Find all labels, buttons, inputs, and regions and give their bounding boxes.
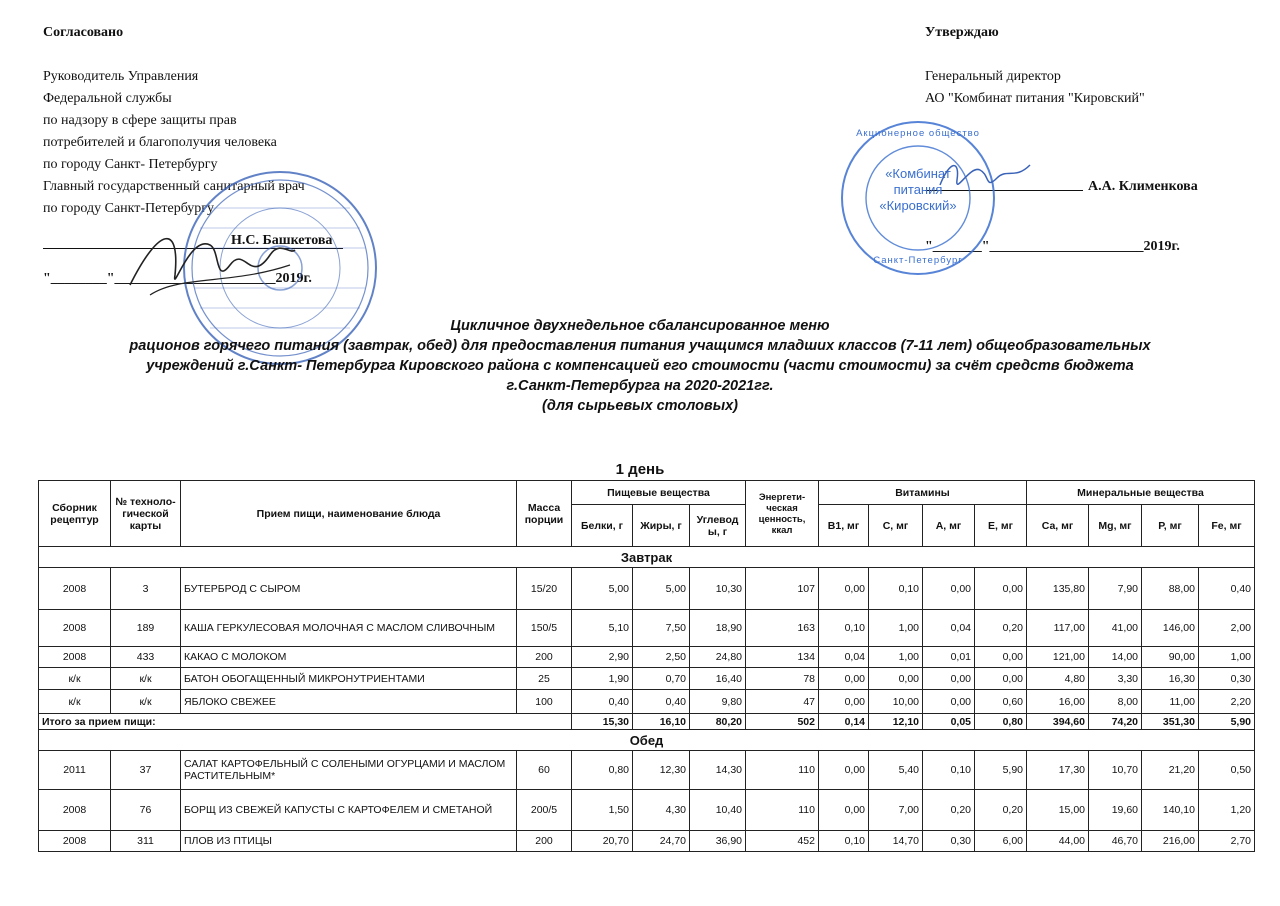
table-cell: 21,20 <box>1142 751 1199 790</box>
table-cell: 7,50 <box>633 610 690 647</box>
table-cell: 0,04 <box>923 610 975 647</box>
table-cell: 150/5 <box>517 610 572 647</box>
stamp-inner-line: «Кировский» <box>879 198 957 213</box>
stamp-outer-bottom: Санкт-Петербург <box>873 255 963 266</box>
table-cell: 0,10 <box>819 610 869 647</box>
table-row <box>39 610 1255 647</box>
stamp-inner-line: питания <box>893 182 943 197</box>
day-title: 1 день <box>615 461 665 478</box>
table-cell: 6,00 <box>975 831 1027 852</box>
table-cell: 100 <box>517 690 572 714</box>
table-cell: 0,00 <box>819 568 869 610</box>
table-cell: 110 <box>746 790 819 831</box>
section-label: Завтрак <box>39 547 1255 568</box>
table-cell: 135,80 <box>1027 568 1089 610</box>
table-cell: 2,50 <box>633 647 690 668</box>
table-cell: КАКАО С МОЛОКОМ <box>181 647 517 668</box>
table-row <box>39 568 1255 610</box>
table-cell: 3,30 <box>1089 668 1142 690</box>
approval-left-line: потребителей и благополучия человека <box>43 135 277 150</box>
table-cell: 0,40 <box>633 690 690 714</box>
title-line: учреждений г.Санкт- Петербурга Кировского района с компенсацией его стоимости (части стоимости) за счёт средств бюджета <box>146 358 1134 374</box>
col-c: С, мг <box>869 505 923 547</box>
table-cell: 2008 <box>39 568 111 610</box>
total-row <box>39 714 1255 730</box>
col-tech-card: № техноло-гической карты <box>111 481 181 547</box>
table-cell: 0,00 <box>975 668 1027 690</box>
approval-left-line: по городу Санкт-Петербургу <box>43 201 215 216</box>
table-cell: 433 <box>111 647 181 668</box>
col-group-nutrients: Пищевые вещества <box>572 481 746 505</box>
table-cell: 20,70 <box>572 831 633 852</box>
table-cell: 140,10 <box>1142 790 1199 831</box>
approval-left-line: Федеральной службы <box>43 91 172 106</box>
table-cell: к/к <box>111 668 181 690</box>
right-signature <box>935 150 1035 200</box>
table-cell: 0,00 <box>819 751 869 790</box>
table-row <box>39 647 1255 668</box>
col-p: Р, мг <box>1142 505 1199 547</box>
table-cell: 0,30 <box>923 831 975 852</box>
table-cell: к/к <box>111 690 181 714</box>
table-cell: 60 <box>517 751 572 790</box>
approval-left-line: по надзору в сфере защиты прав <box>43 113 237 128</box>
col-ca: Са, мг <box>1027 505 1089 547</box>
table-cell: 0,00 <box>975 568 1027 610</box>
table-cell: 200/5 <box>517 790 572 831</box>
table-cell: 16,30 <box>1142 668 1199 690</box>
table-cell: 10,30 <box>690 568 746 610</box>
total-cell: 80,20 <box>690 714 746 730</box>
table-cell: 2008 <box>39 831 111 852</box>
table-cell: 37 <box>111 751 181 790</box>
table-cell: 2,00 <box>1199 610 1255 647</box>
total-cell: 0,14 <box>819 714 869 730</box>
table-cell: 163 <box>746 610 819 647</box>
table-cell: 88,00 <box>1142 568 1199 610</box>
table-cell: 36,90 <box>690 831 746 852</box>
table-cell: КАША ГЕРКУЛЕСОВАЯ МОЛОЧНАЯ С МАСЛОМ СЛИВОЧНЫМ <box>181 610 517 647</box>
table-row <box>39 690 1255 714</box>
approval-right-line: Генеральный директор <box>925 69 1061 84</box>
total-cell: 5,90 <box>1199 714 1255 730</box>
table-cell: 0,30 <box>1199 668 1255 690</box>
menu-body <box>39 547 1255 852</box>
title-line: (для сырьевых столовых) <box>542 398 738 414</box>
table-cell: 0,80 <box>572 751 633 790</box>
col-carbs: Углевод ы, г <box>690 505 746 547</box>
table-cell: 2008 <box>39 647 111 668</box>
approval-left-line: Руководитель Управления <box>43 69 199 84</box>
table-row <box>39 668 1255 690</box>
table-cell: 0,00 <box>819 668 869 690</box>
approval-right <box>925 22 1265 110</box>
total-cell: 394,60 <box>1027 714 1089 730</box>
table-row <box>39 790 1255 831</box>
total-cell: 351,30 <box>1142 714 1199 730</box>
table-cell: 107 <box>746 568 819 610</box>
table-cell: 17,30 <box>1027 751 1089 790</box>
total-cell: 16,10 <box>633 714 690 730</box>
col-group-vitamins: Витамины <box>819 481 1027 505</box>
table-cell: 8,00 <box>1089 690 1142 714</box>
table-cell: 0,20 <box>975 790 1027 831</box>
table-cell: 189 <box>111 610 181 647</box>
table-cell: 47 <box>746 690 819 714</box>
table-cell: 1,00 <box>869 647 923 668</box>
table-cell: 10,70 <box>1089 751 1142 790</box>
table-cell: 0,10 <box>819 831 869 852</box>
col-fe: Fe, мг <box>1199 505 1255 547</box>
table-cell: 0,01 <box>923 647 975 668</box>
table-cell: 0,20 <box>923 790 975 831</box>
table-cell: 311 <box>111 831 181 852</box>
left-signature <box>120 215 300 305</box>
table-cell: САЛАТ КАРТОФЕЛЬНЫЙ С СОЛЕНЫМИ ОГУРЦАМИ И МАСЛОМ РАСТИТЕЛЬНЫМ* <box>181 751 517 790</box>
right-signatory: А.А. Клименкова <box>1088 179 1198 194</box>
table-cell: БОРЩ ИЗ СВЕЖЕЙ КАПУСТЫ С КАРТОФЕЛЕМ И СМЕТАНОЙ <box>181 790 517 831</box>
table-cell: 41,00 <box>1089 610 1142 647</box>
table-cell: 0,10 <box>923 751 975 790</box>
table-cell: 2,20 <box>1199 690 1255 714</box>
table-cell: 7,90 <box>1089 568 1142 610</box>
table-cell: 25 <box>517 668 572 690</box>
table-cell: 10,40 <box>690 790 746 831</box>
table-cell: 0,40 <box>1199 568 1255 610</box>
table-cell: 5,00 <box>572 568 633 610</box>
table-cell: 5,10 <box>572 610 633 647</box>
menu-table <box>38 480 1255 852</box>
table-cell: 18,90 <box>690 610 746 647</box>
table-cell: 1,90 <box>572 668 633 690</box>
table-row <box>39 831 1255 852</box>
table-cell: 0,40 <box>572 690 633 714</box>
table-cell: 2008 <box>39 790 111 831</box>
table-cell: 2,90 <box>572 647 633 668</box>
table-cell: 2008 <box>39 610 111 647</box>
table-cell: 44,00 <box>1027 831 1089 852</box>
table-cell: БУТЕРБРОД С СЫРОМ <box>181 568 517 610</box>
table-cell: 121,00 <box>1027 647 1089 668</box>
approval-right-heading: Утверждаю <box>925 25 999 40</box>
total-cell: 12,10 <box>869 714 923 730</box>
col-fat: Жиры, г <box>633 505 690 547</box>
stamp-inner-line: «Комбинат <box>885 166 951 181</box>
col-b1: В1, мг <box>819 505 869 547</box>
table-cell: 200 <box>517 831 572 852</box>
table-row <box>39 751 1255 790</box>
table-cell: 0,04 <box>819 647 869 668</box>
table-cell: 14,00 <box>1089 647 1142 668</box>
table-cell: 15/20 <box>517 568 572 610</box>
col-mass: Масса порции <box>517 481 572 547</box>
table-cell: 5,00 <box>633 568 690 610</box>
table-cell: 78 <box>746 668 819 690</box>
col-collection: Сборник рецептур <box>39 481 111 547</box>
table-cell: 4,30 <box>633 790 690 831</box>
table-cell: 134 <box>746 647 819 668</box>
table-cell: 14,30 <box>690 751 746 790</box>
table-cell: 2011 <box>39 751 111 790</box>
table-cell: 2,70 <box>1199 831 1255 852</box>
table-cell: 15,00 <box>1027 790 1089 831</box>
approval-right-line: АО "Комбинат питания "Кировский" <box>925 91 1145 106</box>
section-lunch <box>39 730 1255 751</box>
col-energy: Энергети-ческая ценность, ккал <box>746 481 819 547</box>
col-group-minerals: Минеральные вещества <box>1027 481 1255 505</box>
table-cell: 19,60 <box>1089 790 1142 831</box>
col-dish: Прием пищи, наименование блюда <box>181 481 517 547</box>
col-mg: Mg, мг <box>1089 505 1142 547</box>
menu-title <box>0 316 1280 416</box>
table-cell: 0,10 <box>869 568 923 610</box>
approval-left-line: Главный государственный санитарный врач <box>43 179 305 194</box>
total-cell: 0,05 <box>923 714 975 730</box>
title-line: г.Санкт-Петербурга на 2020-2021гг. <box>506 378 774 394</box>
table-cell: 1,00 <box>1199 647 1255 668</box>
table-cell: к/к <box>39 690 111 714</box>
table-cell: 110 <box>746 751 819 790</box>
section-label: Обед <box>39 730 1255 751</box>
table-cell: ПЛОВ ИЗ ПТИЦЫ <box>181 831 517 852</box>
table-cell: 3 <box>111 568 181 610</box>
table-cell: 0,50 <box>1199 751 1255 790</box>
left-date-line: "________"_______________________2019г. <box>43 271 312 286</box>
table-cell: 0,00 <box>869 668 923 690</box>
table-cell: 0,70 <box>633 668 690 690</box>
col-a: А, мг <box>923 505 975 547</box>
table-cell: 12,30 <box>633 751 690 790</box>
table-cell: 46,70 <box>1089 831 1142 852</box>
table-cell: 9,80 <box>690 690 746 714</box>
table-cell: 200 <box>517 647 572 668</box>
table-cell: 0,00 <box>819 690 869 714</box>
table-cell: 76 <box>111 790 181 831</box>
left-signatory: Н.С. Башкетова <box>231 233 333 248</box>
total-cell: 502 <box>746 714 819 730</box>
title-line: рационов горячего питания (завтрак, обед) для предоставления питания учащимся младших классов (7-11 лет) общеобразовательных <box>129 338 1151 354</box>
table-cell: 452 <box>746 831 819 852</box>
table-cell: 24,70 <box>633 831 690 852</box>
table-cell: БАТОН ОБОГАЩЕННЫЙ МИКРОНУТРИЕНТАМИ <box>181 668 517 690</box>
table-cell: 0,00 <box>819 790 869 831</box>
table-cell: 0,60 <box>975 690 1027 714</box>
stamp-outer-top: Акционерное общество <box>856 128 980 139</box>
table-cell: 0,20 <box>975 610 1027 647</box>
table-cell: 16,00 <box>1027 690 1089 714</box>
table-cell: 90,00 <box>1142 647 1199 668</box>
right-date-line: "_______"______________________2019г. <box>925 239 1180 254</box>
col-protein: Белки, г <box>572 505 633 547</box>
table-cell: 4,80 <box>1027 668 1089 690</box>
total-cell: 0,80 <box>975 714 1027 730</box>
approval-left-heading: Согласовано <box>43 25 124 40</box>
table-cell: 1,50 <box>572 790 633 831</box>
table-cell: 216,00 <box>1142 831 1199 852</box>
table-cell: ЯБЛОКО СВЕЖЕЕ <box>181 690 517 714</box>
total-cell: 15,30 <box>572 714 633 730</box>
table-cell: 0,00 <box>923 690 975 714</box>
table-cell: 11,00 <box>1142 690 1199 714</box>
table-cell: 24,80 <box>690 647 746 668</box>
table-cell: 5,90 <box>975 751 1027 790</box>
table-cell: 5,40 <box>869 751 923 790</box>
table-cell: 16,40 <box>690 668 746 690</box>
table-cell: 146,00 <box>1142 610 1199 647</box>
table-cell: 14,70 <box>869 831 923 852</box>
total-cell: 74,20 <box>1089 714 1142 730</box>
table-cell: 10,00 <box>869 690 923 714</box>
total-label: Итого за прием пищи: <box>39 714 572 730</box>
table-cell: 1,20 <box>1199 790 1255 831</box>
section-breakfast <box>39 547 1255 568</box>
col-e: Е, мг <box>975 505 1027 547</box>
table-cell: 0,00 <box>923 668 975 690</box>
table-cell: 0,00 <box>975 647 1027 668</box>
table-cell: 1,00 <box>869 610 923 647</box>
table-cell: 7,00 <box>869 790 923 831</box>
approval-left-line: по городу Санкт- Петербургу <box>43 157 218 172</box>
table-cell: 117,00 <box>1027 610 1089 647</box>
table-cell: 0,00 <box>923 568 975 610</box>
title-line: Цикличное двухнедельное сбалансированное меню <box>450 318 830 334</box>
table-cell: к/к <box>39 668 111 690</box>
